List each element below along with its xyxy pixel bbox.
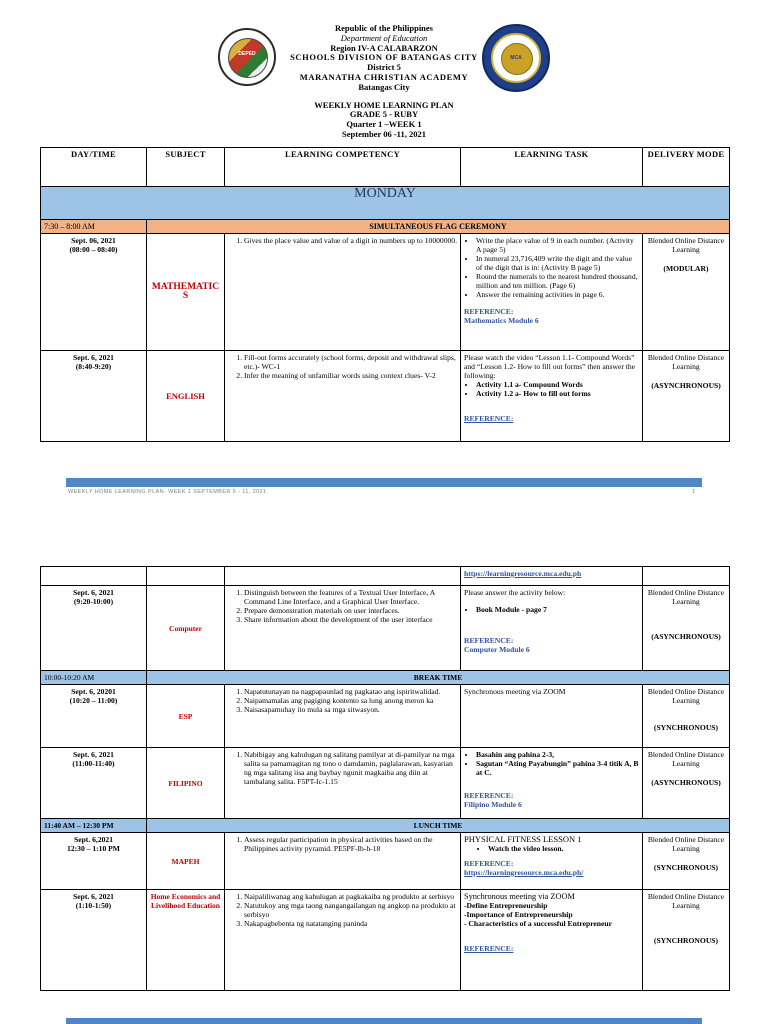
plan-title: WEEKLY HOME LEARNING PLAN xyxy=(314,99,454,110)
filipino-mode-type: (ASYNCHRONOUS) xyxy=(651,778,721,787)
list-item: 2. Prepare demonstration materials on user interfaces. xyxy=(244,606,457,615)
computer-subject: Computer xyxy=(147,586,225,671)
list-item: • Watch the video lesson. xyxy=(488,844,639,853)
col-day-time: DAY/TIME xyxy=(41,148,147,187)
list-item: 2. Infer the meaning of unfamiliar words using context clues- V-2 xyxy=(244,371,457,380)
mapeh-task-intro: PHYSICAL FITNESS LESSON 1 xyxy=(464,834,582,844)
break-label: BREAK TIME xyxy=(147,671,730,685)
table-header-row xyxy=(41,148,730,187)
lunch-row xyxy=(41,819,730,833)
header-district: District 5 xyxy=(367,62,401,73)
list-item: • In numeral 23,716,409 write the digit and the value of the digit that is in: (Activity B page 5) xyxy=(476,254,639,272)
col-mode: DELIVERY MODE xyxy=(643,148,730,187)
filipino-mode: Blended Online Distance Learning xyxy=(647,750,725,768)
computer-task-list xyxy=(464,605,639,614)
list-item: 1. Naipaliliwanag ang kahulugan at pagkakaiba ng produkto at serbisyo xyxy=(244,892,457,901)
hele-ref-label: REFERENCE: xyxy=(464,944,514,953)
list-item: 2. Naipamamalas ang pagiging kontento sa lung anong meron ka xyxy=(244,696,457,705)
computer-ref-link[interactable]: Computer Module 6 xyxy=(464,645,530,654)
col-competency: LEARNING COMPETENCY xyxy=(225,148,461,187)
hele-mode-type: (SYNCHRONOUS) xyxy=(653,936,719,945)
list-item: 1. Fill-out forms accurately (school forms, deposit and withdrawal slips, etc.)- WC-1 xyxy=(244,353,457,371)
mapeh-subject: MAPEH xyxy=(147,833,225,890)
table-row xyxy=(41,567,730,586)
weekly-plan-table-page2 xyxy=(40,566,730,991)
list-item: • Activity 1.1 a- Compound Words xyxy=(476,380,639,389)
math-time: (08:00 – 08:40) xyxy=(69,245,118,254)
flag-label: SIMULTANEOUS FLAG CEREMONY xyxy=(147,220,730,234)
hele-mode: Blended Online Distance Learning xyxy=(647,892,725,910)
list-item: 3. Naisasapamuhay ito mula sa mga sitwasyon. xyxy=(244,705,457,714)
hele-task-intro: Synchronous meeting via ZOOM xyxy=(464,892,575,901)
computer-mode-type: (ASYNCHRONOUS) xyxy=(651,632,721,641)
english-competency-list xyxy=(228,353,457,380)
filipino-subject: FILIPINO xyxy=(147,748,225,819)
math-ref-label: REFERENCE: xyxy=(464,307,514,316)
footer-text: WEEKLY HOME LEARNING PLAN- WEEK 1 SEPTEMBER 6 - 11, 2021 xyxy=(68,489,267,495)
mapeh-mode-type: (SYNCHRONOUS) xyxy=(653,863,719,872)
english-date: Sept. 6, 2021 xyxy=(73,353,114,362)
esp-time: (10:20 – 11:00) xyxy=(69,696,118,705)
break-row xyxy=(41,671,730,685)
list-item: • Activity 1.2 a- How to fill out forms xyxy=(476,389,639,398)
computer-mode: Blended Online Distance Learning xyxy=(647,588,725,606)
hele-task-line: -Importance of Entrepreneurship xyxy=(464,910,573,919)
footer-divider xyxy=(66,478,702,487)
computer-ref-label: REFERENCE: xyxy=(464,636,514,645)
list-item: 1. Napatutunayan na nagpapaunlad ng pagkatao ang ispiritwalidad. xyxy=(244,687,457,696)
document-header xyxy=(0,24,768,140)
list-item: • Basahin ang pahina 2-3, xyxy=(476,750,639,759)
plan-quarter: Quarter 1 –WEEK 1 xyxy=(346,119,422,130)
table-row xyxy=(41,890,730,991)
filipino-ref-label: REFERENCE: xyxy=(464,791,514,800)
continued-ref-link[interactable]: https://learningresource.mca.edu.ph xyxy=(464,569,582,578)
esp-competency-list xyxy=(228,687,457,714)
filipino-task-list xyxy=(464,750,639,777)
list-item: 1. Distinguish between the features of a Textual User Interface, A Command Line Interface, and a Graphical User Interface. xyxy=(244,588,457,606)
header-division: SCHOOLS DIVISION OF BATANGAS CITY xyxy=(290,52,478,63)
esp-mode-type: (SYNCHRONOUS) xyxy=(653,723,719,732)
break-time: 10:00-10:20 AM xyxy=(41,671,147,685)
header-school: MARANATHA CHRISTIAN ACADEMY xyxy=(299,71,469,82)
english-task-list xyxy=(464,380,639,398)
filipino-competency-list xyxy=(228,750,457,786)
col-task: LEARNING TASK xyxy=(461,148,643,187)
computer-date: Sept. 6, 2021 xyxy=(73,588,114,597)
header-republic: Republic of the Philippines xyxy=(334,23,433,33)
page-number: 1 xyxy=(692,489,696,495)
filipino-date: Sept. 6, 2021 xyxy=(73,750,114,759)
math-subject: MATHEMATIC S xyxy=(147,234,225,351)
table-row xyxy=(41,833,730,890)
math-ref-link[interactable]: Mathematics Module 6 xyxy=(464,316,539,325)
list-item: 1. Nabibigay ang kahulugan ng salitang pamilyar at di-pamilyar na mga salita sa pamamagitan ng tono o damdamin, paglalarawan, kasyarian ng mga salitang iisa ang baybay ngunit magkaiba ang diin at tambalang salita. F5PT-Ic-1.15 xyxy=(244,750,457,786)
list-item: 1. Assess regular participation in physical activities based on the Philippines activity pyramid. PE5PF-Ib-h-18 xyxy=(244,835,457,853)
filipino-ref-link[interactable]: Filipino Module 6 xyxy=(464,800,522,809)
day-label: MONDAY xyxy=(41,187,730,220)
table-row xyxy=(41,586,730,671)
list-item: 3. Nakapagbebenta ng natatanging paninda xyxy=(244,919,457,928)
computer-task-intro: Please answer the activity below: xyxy=(464,588,566,597)
hele-task-line: -Define Entrepreneurship xyxy=(464,901,548,910)
computer-competency-list xyxy=(228,588,457,624)
english-task-intro: Please watch the video “Lesson 1.1- Compound Words” and “Lesson 1.2- How to fill out forms” then answer the following: xyxy=(464,353,636,380)
hele-task-line: - Characteristics of a successful Entrepreneur xyxy=(464,919,612,928)
flag-time: 7:30 – 8:00 AM xyxy=(41,220,147,234)
list-item: • Answer the remaining activities in page 6. xyxy=(476,290,639,299)
list-item: 1. Gives the place value and value of a digit in numbers up to 10000000. xyxy=(244,236,457,245)
flag-ceremony-row xyxy=(41,220,730,234)
table-row xyxy=(41,685,730,748)
list-item: • Sagutan “Ating Payabungin” pahina 3-4 titik A, B at C. xyxy=(476,759,639,777)
math-date: Sept. 06, 2021 xyxy=(71,236,116,245)
lunch-label: LUNCH TIME xyxy=(147,819,730,833)
mapeh-ref-label: REFERENCE: xyxy=(464,859,514,868)
english-subject: ENGLISH xyxy=(147,351,225,442)
table-row xyxy=(41,351,730,442)
hele-subject: Home Economics and Livelihood Education xyxy=(147,890,225,991)
english-time: (8:40-9:20) xyxy=(75,362,112,371)
mapeh-competency-list xyxy=(228,835,457,853)
hele-competency-list xyxy=(228,892,457,928)
esp-date: Sept. 6, 20201 xyxy=(71,687,116,696)
math-competency-list xyxy=(228,236,457,245)
weekly-plan-table-page1 xyxy=(40,147,730,442)
table-row xyxy=(41,748,730,819)
mapeh-mode: Blended Online Distance Learning xyxy=(647,835,725,853)
day-row xyxy=(41,187,730,220)
english-mode: Blended Online Distance Learning xyxy=(647,353,725,371)
col-subject: SUBJECT xyxy=(147,148,225,187)
footer-divider xyxy=(66,1018,702,1024)
table-row xyxy=(41,234,730,351)
header-region: Region IV-A CALABARZON xyxy=(330,42,438,53)
mapeh-date: Sept. 6,2021 xyxy=(73,835,114,844)
english-ref-label: REFERENCE: xyxy=(464,414,514,423)
lunch-time: 11:40 AM – 12:30 PM xyxy=(41,819,147,833)
list-item: • Write the place value of 9 in each number. (Activity A page 5) xyxy=(476,236,639,254)
math-mode: Blended Online Distance Learning xyxy=(647,236,725,254)
deped-seal-logo: DEPED xyxy=(218,28,276,86)
hele-time: (1:10-1:50) xyxy=(75,901,112,910)
list-item: • Round the numerals to the nearest hundred thousand, million and ten million. (Page 6) xyxy=(476,272,639,290)
mapeh-ref-link[interactable]: https://learningresource.mca.edu.ph/ xyxy=(464,868,584,877)
list-item: 3. Share information about the development of the user interface xyxy=(244,615,457,624)
header-department: Department of Education xyxy=(340,32,428,43)
plan-dates: September 06 -11, 2021 xyxy=(342,128,426,139)
plan-grade: GRADE 5 - RUBY xyxy=(349,109,419,120)
esp-task: Synchronous meeting via ZOOM xyxy=(461,685,643,748)
mapeh-time: 12:30 – 1:10 PM xyxy=(67,844,120,853)
math-task-list xyxy=(464,236,639,299)
list-item: 2. Natutukoy ang mga taong nangangailangan ng angkop na produkto at serbisyo xyxy=(244,901,457,919)
filipino-time: (11:00-11:40) xyxy=(72,759,115,768)
school-seal-logo: MCA xyxy=(482,24,550,92)
computer-time: (9:20-10:00) xyxy=(73,597,114,606)
list-item: • Book Module - page 7 xyxy=(476,605,639,614)
math-mode-type: (MODULAR) xyxy=(663,264,709,273)
esp-mode: Blended Online Distance Learning xyxy=(647,687,725,705)
esp-subject: ESP xyxy=(147,685,225,748)
header-city: Batangas City xyxy=(358,81,410,92)
mapeh-task-list xyxy=(464,844,639,853)
hele-date: Sept. 6, 2021 xyxy=(73,892,114,901)
english-mode-type: (ASYNCHRONOUS) xyxy=(651,381,721,390)
